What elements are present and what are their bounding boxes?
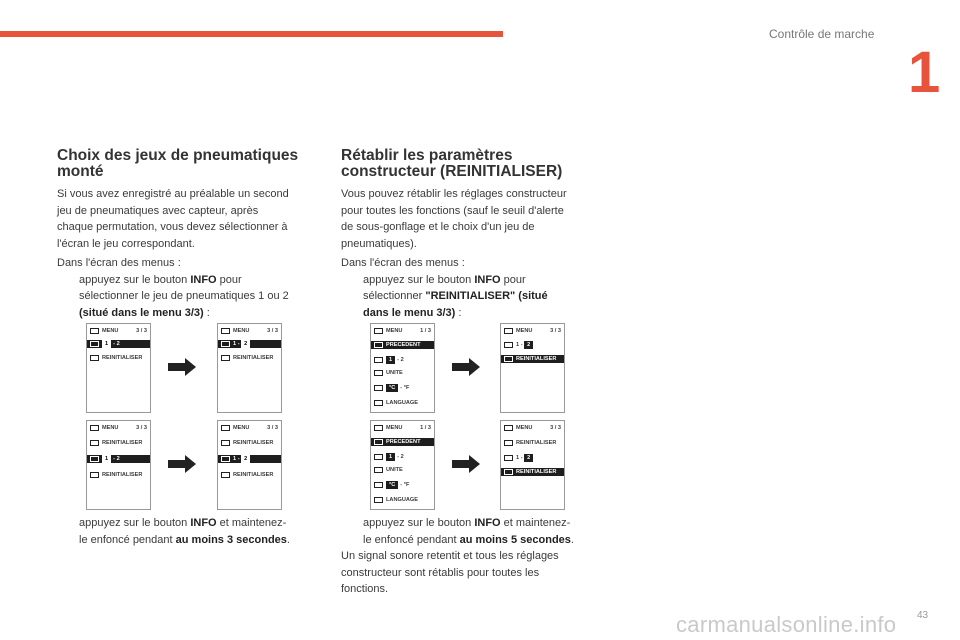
page-number: 43: [917, 610, 929, 621]
right-intro: Vous pouvez rétablir les réglages constructeur pour toutes les fonctions (sauf le seuil d'alerte de sous-gonflage et le choix d'un jeu de pneumatiques).: [341, 188, 567, 250]
menu-icon: [221, 425, 230, 431]
menu-icon: [90, 425, 99, 431]
tyre-icon: [90, 341, 99, 347]
menu-icon: [504, 328, 513, 334]
screen-right-after-1: MENU 3 / 3 1 - 2 REINITIALISER: [500, 323, 565, 413]
reset-icon: [90, 355, 99, 361]
tyre-icon: [221, 456, 230, 462]
arrow-right-icon: [452, 455, 480, 473]
chapter-color-bar: [0, 31, 503, 37]
reset-icon: [90, 472, 99, 478]
screen-right-before-1: MENU 1 / 3 PRECEDENT 1 - 2 UNITE °C - °F LANGUAGE: [370, 323, 435, 413]
screen-right-after-2: MENU 3 / 3 REINITIALISER 1 - 2 REINITIALISER: [500, 420, 565, 510]
menu-icon: [221, 328, 230, 334]
unit-icon: [374, 467, 383, 473]
tyre-icon: [221, 341, 230, 347]
screen-left-before-2: MENU 3 / 3 REINITIALISER 1 - 2 REINITIALISER: [86, 420, 151, 510]
tyre-icon: [374, 454, 383, 460]
right-section-title: Rétablir les paramètres constructeur (REINITIALISER): [341, 147, 563, 180]
menu-icon: [504, 425, 513, 431]
tyre-icon: [504, 455, 513, 461]
tyre-icon: [504, 342, 513, 348]
left-step2: appuyez sur le bouton INFO et maintenez- le enfoncé pendant au moins 3 secondes.: [79, 517, 290, 546]
menu-icon: [90, 328, 99, 334]
menu-icon: [374, 425, 383, 431]
language-icon: [374, 497, 383, 503]
thermometer-icon: [374, 482, 383, 488]
arrow-right-icon: [168, 455, 196, 473]
arrow-right-icon: [452, 358, 480, 376]
tyre-icon: [221, 440, 230, 446]
back-icon: [374, 439, 383, 445]
reset-icon: [504, 356, 513, 362]
screen-left-before-1: MENU 3 / 3 1 - 2 REINITIALISER: [86, 323, 151, 413]
left-step1: Dans l'écran des menus : appuyez sur le bouton INFO pour sélectionner le jeu de pneumatiques 1 ou 2 (situé dans le menu 3/3) :: [57, 257, 289, 319]
language-icon: [374, 400, 383, 406]
menu-icon: [374, 328, 383, 334]
chapter-number: 1: [908, 40, 941, 105]
reset-icon: [504, 469, 513, 475]
left-section-title: Choix des jeux de pneumatiques monté: [57, 147, 299, 180]
screen-left-after-2: MENU 3 / 3 REINITIALISER 1 - 2 REINITIALISER: [217, 420, 282, 510]
arrow-right-icon: [168, 358, 196, 376]
tyre-icon: [90, 440, 99, 446]
chapter-title: Contrôle de marche: [769, 27, 875, 41]
reset-icon: [221, 472, 230, 478]
reset-icon: [221, 355, 230, 361]
watermark: carmanualsonline.info: [676, 612, 897, 637]
right-step2: appuyez sur le bouton INFO et maintenez- le enfoncé pendant au moins 5 secondes. Un signal sonore retentit et tous les réglages constructeur sont rétablis pour toutes les fonctions.: [341, 517, 574, 595]
tyre-icon: [504, 440, 513, 446]
screen-right-before-2: MENU 1 / 3 PRECEDENT 1 - 2 UNITE °C - °F LANGUAGE: [370, 420, 435, 510]
tyre-icon: [90, 456, 99, 462]
screen-left-after-1: MENU 3 / 3 1 - 2 REINITIALISER: [217, 323, 282, 413]
left-intro: Si vous avez enregistré au préalable un second jeu de pneumatiques avec capteur, après chaque permutation, vous devez sélectionner à l'écran le jeu correspondant.: [57, 188, 289, 250]
thermometer-icon: [374, 385, 383, 391]
right-step1: Dans l'écran des menus : appuyez sur le bouton INFO pour sélectionner "REINITIALISER" (situé dans le menu 3/3) :: [341, 257, 548, 319]
tyre-icon: [374, 357, 383, 363]
unit-icon: [374, 370, 383, 376]
back-icon: [374, 342, 383, 348]
